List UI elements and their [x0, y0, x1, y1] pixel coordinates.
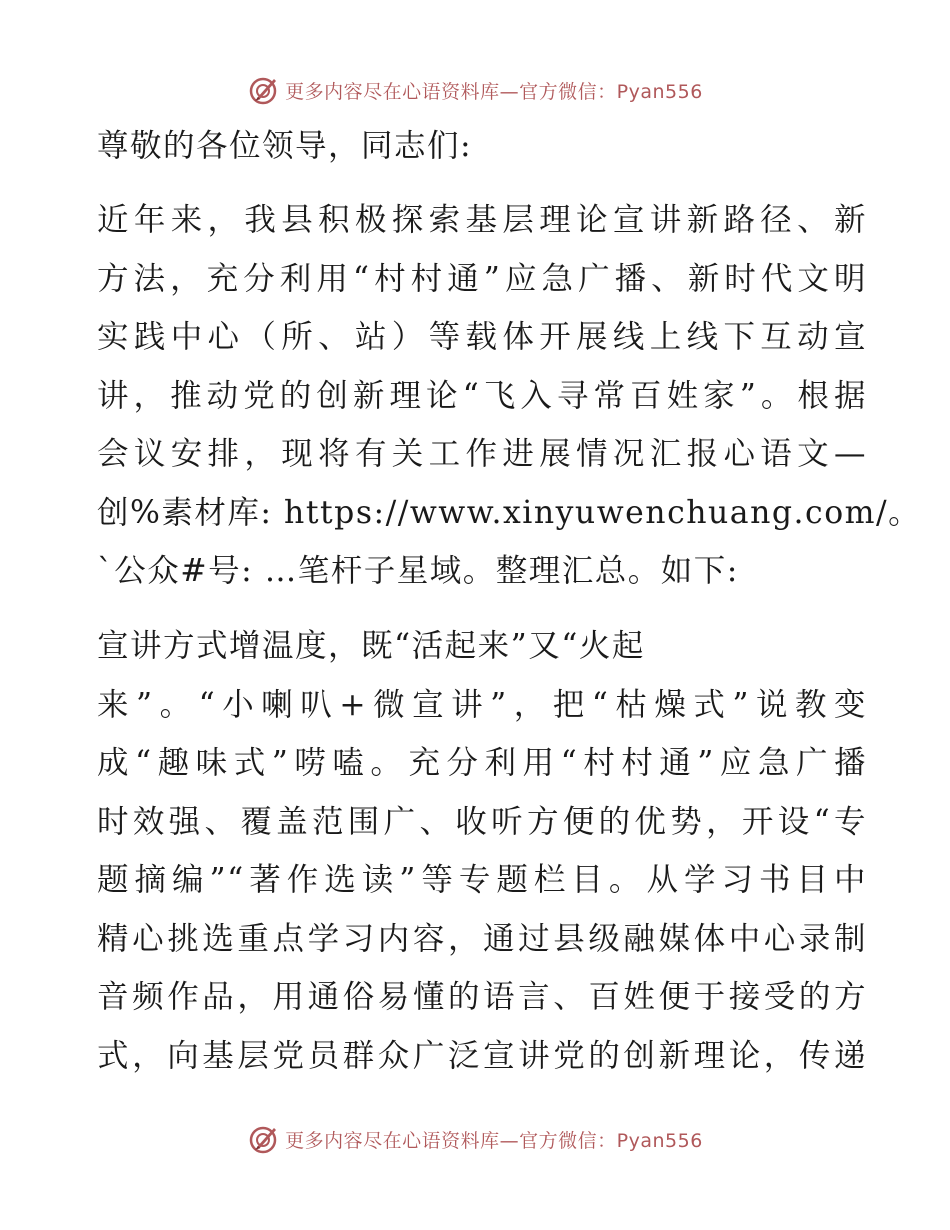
- watermark-text: 更多内容尽在心语资料库—官方微信：Pyan556: [285, 80, 703, 103]
- paragraph-line: 创%素材库: https://www.xinyuwenchuang.com/。: [97, 494, 922, 531]
- footer-watermark: [0, 1119, 950, 1159]
- paragraph-line: 式，向基层党员群众广泛宣讲党的创新理论，传递: [97, 1037, 867, 1074]
- pen-logo-icon: [247, 1123, 279, 1155]
- paragraph-line: 宣讲方式增温度，既“活起来”又“火起: [97, 628, 645, 664]
- paragraph-line: 会议安排，现将有关工作进展情况汇报心语文—: [97, 436, 867, 472]
- paragraph-intro: [97, 191, 922, 601]
- pen-logo-icon: [247, 74, 279, 106]
- paragraph-line: `公众#号: …笔杆子星域。整理汇总。如下:: [97, 553, 739, 589]
- greeting: [97, 117, 867, 176]
- paragraph-method: [97, 617, 867, 1085]
- paragraph-line: 音频作品，用通俗易懂的语言、百姓便于接受的方: [97, 979, 867, 1015]
- paragraph-line: 实践中心（所、站）等载体开展线上线下互动宣: [97, 319, 867, 355]
- watermark-text: 更多内容尽在心语资料库—官方微信：Pyan556: [285, 1129, 703, 1152]
- paragraph-line: 讲，推动党的创新理论“飞入寻常百姓家”。根据: [97, 377, 867, 414]
- header-watermark: [0, 70, 950, 110]
- paragraph-line: 来”。“小喇叭+微宣讲”，把“枯燥式”说教变: [97, 686, 867, 723]
- paragraph-line: 精心挑选重点学习内容，通过县级融媒体中心录制: [97, 920, 867, 957]
- paragraph-line: 时效强、覆盖范围广、收听方便的优势，开设“专: [97, 803, 867, 840]
- paragraph-line: 题摘编”“著作选读”等专题栏目。从学习书目中: [97, 862, 867, 898]
- paragraph-line: 方法，充分利用“村村通”应急广播、新时代文明: [97, 260, 867, 297]
- paragraph-line: 近年来，我县积极探索基层理论宣讲新路径、新: [97, 202, 867, 238]
- greeting-line: 尊敬的各位领导，同志们:: [97, 128, 473, 164]
- paragraph-line: 成“趣味式”唠嗑。充分利用“村村通”应急广播: [97, 745, 867, 781]
